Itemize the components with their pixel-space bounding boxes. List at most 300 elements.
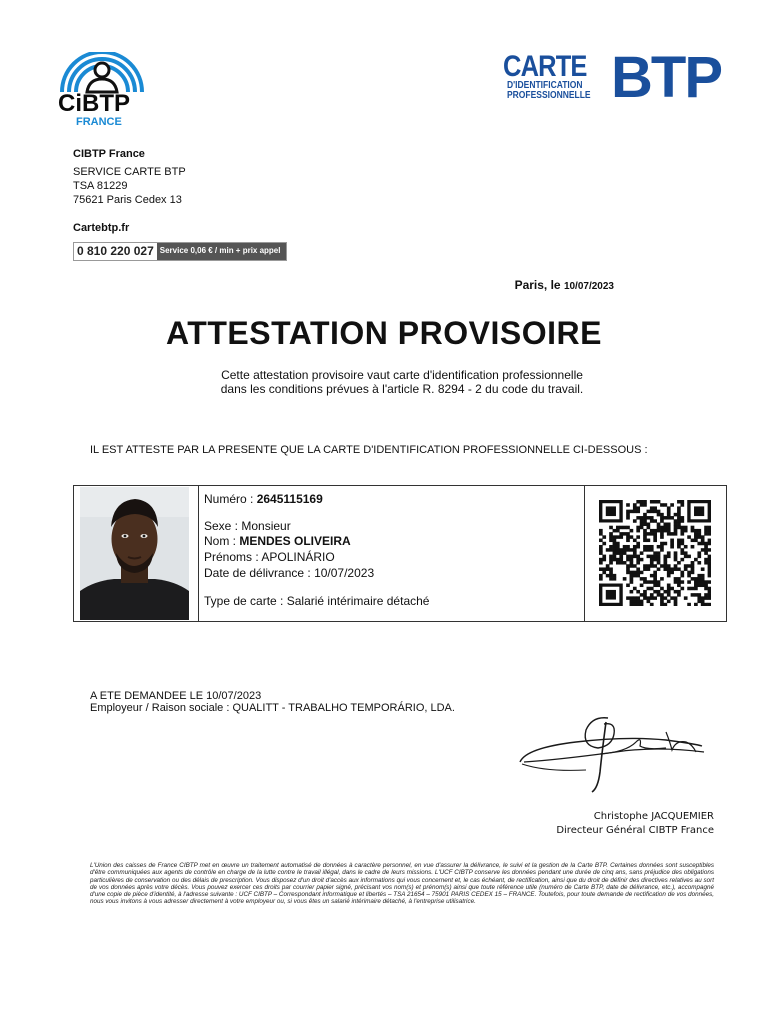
qr-module — [653, 590, 657, 594]
qr-module — [670, 545, 674, 549]
qr-module — [670, 567, 674, 571]
qr-module — [677, 516, 681, 520]
qr-module — [684, 596, 688, 600]
qr-module — [630, 548, 634, 552]
qr-module — [663, 526, 667, 530]
sender-city: 75621 Paris Cedex 13 — [73, 194, 182, 206]
qr-module — [691, 526, 695, 530]
qr-module — [657, 593, 661, 597]
qr-module — [663, 603, 667, 606]
qr-module — [609, 561, 613, 565]
qr-module — [630, 574, 634, 578]
qr-module — [684, 545, 688, 549]
qr-module — [626, 564, 630, 568]
qr-module — [660, 516, 664, 520]
qr-module — [708, 529, 711, 533]
qr-module — [708, 561, 711, 565]
qr-module — [633, 545, 637, 549]
qr-module — [697, 535, 701, 539]
qr-module — [667, 571, 671, 575]
qr-module — [650, 564, 654, 568]
qr-module — [633, 506, 637, 510]
qr-module — [619, 526, 623, 530]
qr-module — [636, 526, 640, 530]
qr-module — [619, 558, 623, 562]
qr-module — [674, 513, 678, 517]
qr-module — [650, 516, 654, 520]
qr-module — [653, 551, 657, 555]
signer-block — [556, 810, 714, 838]
qr-module — [613, 535, 617, 539]
qr-module — [697, 555, 701, 559]
qr-module — [643, 500, 647, 504]
qr-module — [650, 574, 654, 578]
qr-module — [653, 555, 657, 559]
qr-module — [657, 584, 661, 588]
qr-module — [630, 529, 634, 533]
qr-module — [674, 596, 678, 600]
qr-module — [708, 590, 711, 594]
qr-module — [674, 551, 678, 555]
qr-module — [691, 564, 695, 568]
qr-module — [657, 526, 661, 530]
qr-module — [694, 529, 698, 533]
qr-module — [643, 513, 647, 517]
qr-module — [677, 526, 681, 530]
qr-module — [636, 590, 640, 594]
qr-module — [619, 548, 623, 552]
carte-ident-line2: PROFESSIONNELLE — [507, 90, 591, 101]
qr-module — [647, 510, 651, 514]
qr-module — [657, 513, 661, 517]
qr-finder — [694, 506, 704, 516]
qr-module — [602, 535, 606, 539]
qr-module — [647, 596, 651, 600]
signer-role: Directeur Général CIBTP France — [556, 825, 714, 836]
qr-module — [701, 577, 705, 581]
legal-notice: L'Union des caisses de France CIBTP met en œuvre un traitement automatisé de données à caractère personnel, en vue d'assurer la délivrance, le suivi et la gestion de la Carte BTP. Certaines données sont susceptibles d'être communiquées aux agents de contrôle en charge de la lutte contre le travail illégal, dans le cadre de leurs missions. L'UCF CIBTP conserve les données pendant une durée de cinq ans, sans préjudice des obligations particulières de conservation ou des délais de prescription. Vous disposez d'un droit d'accès aux informations qui vous concernent et, le cas échéant, de rectification, ainsi que du droit de définir des directives relatives au sort de vos données après votre décès. Vous pouvez exercer ces droits par courrier papier signé, précisant vos nom(s) et prénom(s) ainsi que toute référence utile (numéro de Carte BTP, date de délivrance, etc.), accompagné d'une copie de pièce d'identité, à l'adresse suivante : UCF CIBTP – Correspondant informatique et libertés – TSA 21654 – 75901 PARIS CEDEX 15 – FRANCE. Toutefois, pour toute demande de rectification de vos données, nous vous invitons à vous adresser directement à votre employeur ou, si vous êtes un salarié intérimaire détaché, à l'entreprise utilisatrice. — [90, 862, 714, 906]
qr-module — [663, 503, 667, 507]
qr-module — [704, 596, 708, 600]
qr-module — [657, 555, 661, 559]
qr-module — [670, 596, 674, 600]
carte-word: CARTE — [503, 50, 587, 83]
qr-module — [616, 535, 620, 539]
qr-module — [677, 500, 681, 504]
qr-module — [701, 580, 705, 584]
qr-module — [660, 564, 664, 568]
qr-module — [643, 519, 647, 523]
qr-module — [626, 567, 630, 571]
signer-name: Christophe JACQUEMIER — [593, 811, 714, 822]
qr-module — [609, 532, 613, 536]
qr-module — [613, 545, 617, 549]
qr-module — [633, 519, 637, 523]
qr-module — [684, 567, 688, 571]
qr-module — [704, 545, 708, 549]
qr-module — [680, 519, 684, 523]
qr-module — [670, 587, 674, 591]
qr-module — [708, 603, 711, 606]
qr-module — [663, 542, 667, 546]
qr-module — [663, 590, 667, 594]
qr-module — [650, 532, 654, 536]
qr-module — [647, 600, 651, 604]
qr-module — [630, 577, 634, 581]
qr-module — [647, 539, 651, 543]
qr-module — [602, 542, 606, 546]
qr-module — [623, 548, 627, 552]
qr-module — [650, 545, 654, 549]
qr-module — [660, 545, 664, 549]
qr-module — [630, 535, 634, 539]
qr-module — [609, 574, 613, 578]
qr-module — [708, 580, 711, 584]
qr-module — [677, 542, 681, 546]
qr-module — [663, 558, 667, 562]
qr-module — [636, 574, 640, 578]
qr-module — [660, 603, 664, 606]
qr-module — [667, 587, 671, 591]
qr-module — [613, 539, 617, 543]
qr-module — [640, 551, 644, 555]
qr-module — [663, 555, 667, 559]
qr-module — [640, 503, 644, 507]
qr-module — [633, 600, 637, 604]
qr-module — [650, 500, 654, 504]
qr-module — [708, 548, 711, 552]
qr-module — [626, 558, 630, 562]
qr-module — [704, 584, 708, 588]
qr-module — [667, 593, 671, 597]
qr-module — [599, 529, 603, 533]
qr-module — [660, 542, 664, 546]
qr-module — [667, 510, 671, 514]
qr-module — [667, 532, 671, 536]
qr-module — [636, 500, 640, 504]
qr-module — [701, 535, 705, 539]
qr-module — [630, 571, 634, 575]
qr-module — [636, 516, 640, 520]
qr-module — [653, 574, 657, 578]
qr-module — [670, 503, 674, 507]
cibtp-sub: FRANCE — [76, 116, 122, 128]
sender-website: Cartebtp.fr — [73, 222, 130, 234]
qr-module — [643, 532, 647, 536]
qr-module — [660, 532, 664, 536]
qr-module — [653, 519, 657, 523]
qr-module — [616, 561, 620, 565]
qr-module — [647, 555, 651, 559]
qr-module — [647, 526, 651, 530]
qr-module — [680, 526, 684, 530]
qr-module — [626, 571, 630, 575]
qr-module — [667, 564, 671, 568]
qr-module — [650, 561, 654, 565]
qr-module — [633, 555, 637, 559]
qr-module — [650, 555, 654, 559]
qr-module — [653, 529, 657, 533]
qr-module — [599, 567, 603, 571]
qr-module — [616, 548, 620, 552]
qr-module — [663, 564, 667, 568]
qr-module — [697, 529, 701, 533]
qr-module — [677, 545, 681, 549]
qr-module — [647, 545, 651, 549]
qr-module — [687, 564, 691, 568]
qr-module — [684, 551, 688, 555]
qr-module — [674, 580, 678, 584]
qr-module — [667, 506, 671, 510]
qr-module — [653, 584, 657, 588]
prenoms-label: Prénoms : — [204, 550, 262, 564]
qr-module — [643, 577, 647, 581]
date-line — [515, 278, 614, 292]
qr-module — [694, 603, 698, 606]
qr-module — [704, 561, 708, 565]
qr-module — [609, 539, 613, 543]
qr-module — [623, 561, 627, 565]
qr-module — [636, 535, 640, 539]
qr-module — [653, 535, 657, 539]
qr-module — [616, 529, 620, 533]
qr-module — [619, 535, 623, 539]
qr-module — [660, 548, 664, 552]
qr-module — [674, 558, 678, 562]
qr-module — [691, 567, 695, 571]
qr-module — [663, 529, 667, 533]
qr-module — [694, 558, 698, 562]
qr-module — [647, 580, 651, 584]
qr-module — [630, 564, 634, 568]
qr-module — [708, 532, 711, 536]
qr-module — [667, 574, 671, 578]
qr-module — [697, 593, 701, 597]
qr-module — [691, 529, 695, 533]
qr-module — [626, 596, 630, 600]
qr-module — [687, 580, 691, 584]
qr-module — [691, 571, 695, 575]
qr-module — [674, 519, 678, 523]
qr-finder — [606, 590, 616, 600]
qr-module — [670, 532, 674, 536]
qr-module — [704, 587, 708, 591]
cibtp-wordmark: CiBTP — [58, 90, 130, 117]
numero-value: 2645115169 — [256, 492, 323, 506]
qr-module — [674, 532, 678, 536]
qr-module — [708, 587, 711, 591]
qr-module — [609, 558, 613, 562]
qr-module — [697, 551, 701, 555]
qr-module — [643, 596, 647, 600]
qr-module — [630, 590, 634, 594]
qr-module — [626, 548, 630, 552]
qr-module — [633, 564, 637, 568]
qr-module — [640, 600, 644, 604]
qr-module — [633, 587, 637, 591]
qr-module — [636, 545, 640, 549]
qr-module — [674, 522, 678, 526]
qr-module — [667, 516, 671, 520]
qr-module — [630, 580, 634, 584]
nom-value: MENDES OLIVEIRA — [239, 534, 351, 548]
qr-module — [674, 529, 678, 533]
qr-module — [691, 577, 695, 581]
qr-module — [636, 561, 640, 565]
qr-module — [701, 542, 705, 546]
qr-module — [599, 548, 603, 552]
qr-module — [680, 516, 684, 520]
qr-module — [667, 600, 671, 604]
qr-module — [657, 551, 661, 555]
qr-module — [643, 545, 647, 549]
qr-module — [660, 526, 664, 530]
qr-module — [623, 545, 627, 549]
qr-module — [599, 561, 603, 565]
qr-module — [616, 542, 620, 546]
qr-module — [623, 532, 627, 536]
qr-module — [704, 603, 708, 606]
qr-module — [636, 555, 640, 559]
qr-module — [660, 529, 664, 533]
qr-module — [650, 603, 654, 606]
prenoms-row — [204, 550, 335, 564]
qr-module — [653, 506, 657, 510]
qr-module — [704, 558, 708, 562]
qr-module — [640, 603, 644, 606]
qr-module — [643, 567, 647, 571]
qr-module — [687, 603, 691, 606]
qr-module — [616, 558, 620, 562]
qr-module — [674, 564, 678, 568]
qr-module — [643, 580, 647, 584]
qr-module — [697, 584, 701, 588]
type-label: Type de carte : — [204, 594, 287, 608]
qr-module — [677, 522, 681, 526]
qr-module — [606, 574, 610, 578]
qr-module — [616, 545, 620, 549]
qr-module — [697, 580, 701, 584]
qr-module — [663, 516, 667, 520]
qr-module — [691, 593, 695, 597]
qr-module — [680, 551, 684, 555]
qr-module — [653, 564, 657, 568]
qr-module — [636, 571, 640, 575]
qr-module — [667, 529, 671, 533]
qr-module — [660, 600, 664, 604]
qr-module — [633, 503, 637, 507]
qr-module — [636, 542, 640, 546]
qr-module — [599, 577, 603, 581]
qr-module — [667, 513, 671, 517]
qr-module — [704, 548, 708, 552]
nom-label: Nom : — [204, 534, 240, 548]
qr-module — [691, 545, 695, 549]
qr-module — [653, 532, 657, 536]
qr-module — [643, 529, 647, 533]
qr-module — [660, 519, 664, 523]
qr-module — [657, 500, 661, 504]
signature — [516, 712, 714, 796]
qr-module — [599, 532, 603, 536]
qr-module — [697, 532, 701, 536]
qr-module — [680, 500, 684, 504]
qr-module — [657, 529, 661, 533]
qr-module — [650, 596, 654, 600]
qr-module — [694, 539, 698, 543]
qr-module — [636, 567, 640, 571]
qr-module — [647, 567, 651, 571]
qr-module — [609, 526, 613, 530]
qr-module — [708, 526, 711, 530]
sexe-row — [204, 519, 291, 533]
qr-module — [708, 571, 711, 575]
attestation-statement: IL EST ATTESTE PAR LA PRESENTE QUE LA CARTE D'IDENTIFICATION PROFESSIONNELLE CI-DESSOUS : — [90, 444, 648, 456]
sender-tsa: TSA 81229 — [73, 180, 128, 192]
qr-module — [630, 558, 634, 562]
qr-module — [650, 593, 654, 597]
qr-module — [697, 542, 701, 546]
qr-module — [619, 551, 623, 555]
qr-module — [701, 600, 705, 604]
type-row — [204, 594, 429, 608]
qr-module — [647, 516, 651, 520]
qr-module — [623, 526, 627, 530]
qr-module — [701, 539, 705, 543]
qr-module — [609, 577, 613, 581]
qr-module — [630, 600, 634, 604]
qr-module — [680, 503, 684, 507]
qr-module — [616, 526, 620, 530]
qr-module — [704, 593, 708, 597]
qr-module — [701, 596, 705, 600]
qr-module — [697, 596, 701, 600]
qr-cell — [584, 486, 726, 621]
qr-module — [633, 574, 637, 578]
qr-module — [708, 574, 711, 578]
qr-module — [670, 542, 674, 546]
qr-module — [653, 510, 657, 514]
qr-module — [647, 548, 651, 552]
qr-module — [643, 593, 647, 597]
qr-module — [636, 529, 640, 533]
qr-module — [694, 593, 698, 597]
type-value: Salarié intérimaire détaché — [286, 594, 430, 608]
qr-module — [650, 529, 654, 533]
qr-module — [633, 571, 637, 575]
qr-module — [680, 548, 684, 552]
qr-module — [636, 506, 640, 510]
qr-module — [697, 577, 701, 581]
qr-module — [609, 545, 613, 549]
qr-module — [708, 593, 711, 597]
qr-module — [643, 503, 647, 507]
qr-module — [623, 577, 627, 581]
qr-module — [643, 516, 647, 520]
qr-module — [630, 510, 634, 514]
qr-module — [708, 567, 711, 571]
qr-module — [677, 513, 681, 517]
qr-module — [708, 555, 711, 559]
carte-ident-line1: D'IDENTIFICATION — [507, 80, 583, 91]
qr-module — [626, 503, 630, 507]
qr-module — [653, 500, 657, 504]
qr-module — [657, 558, 661, 562]
qr-module — [667, 551, 671, 555]
qr-module — [657, 561, 661, 565]
carte-btp-logo — [503, 45, 723, 110]
qr-module — [630, 596, 634, 600]
